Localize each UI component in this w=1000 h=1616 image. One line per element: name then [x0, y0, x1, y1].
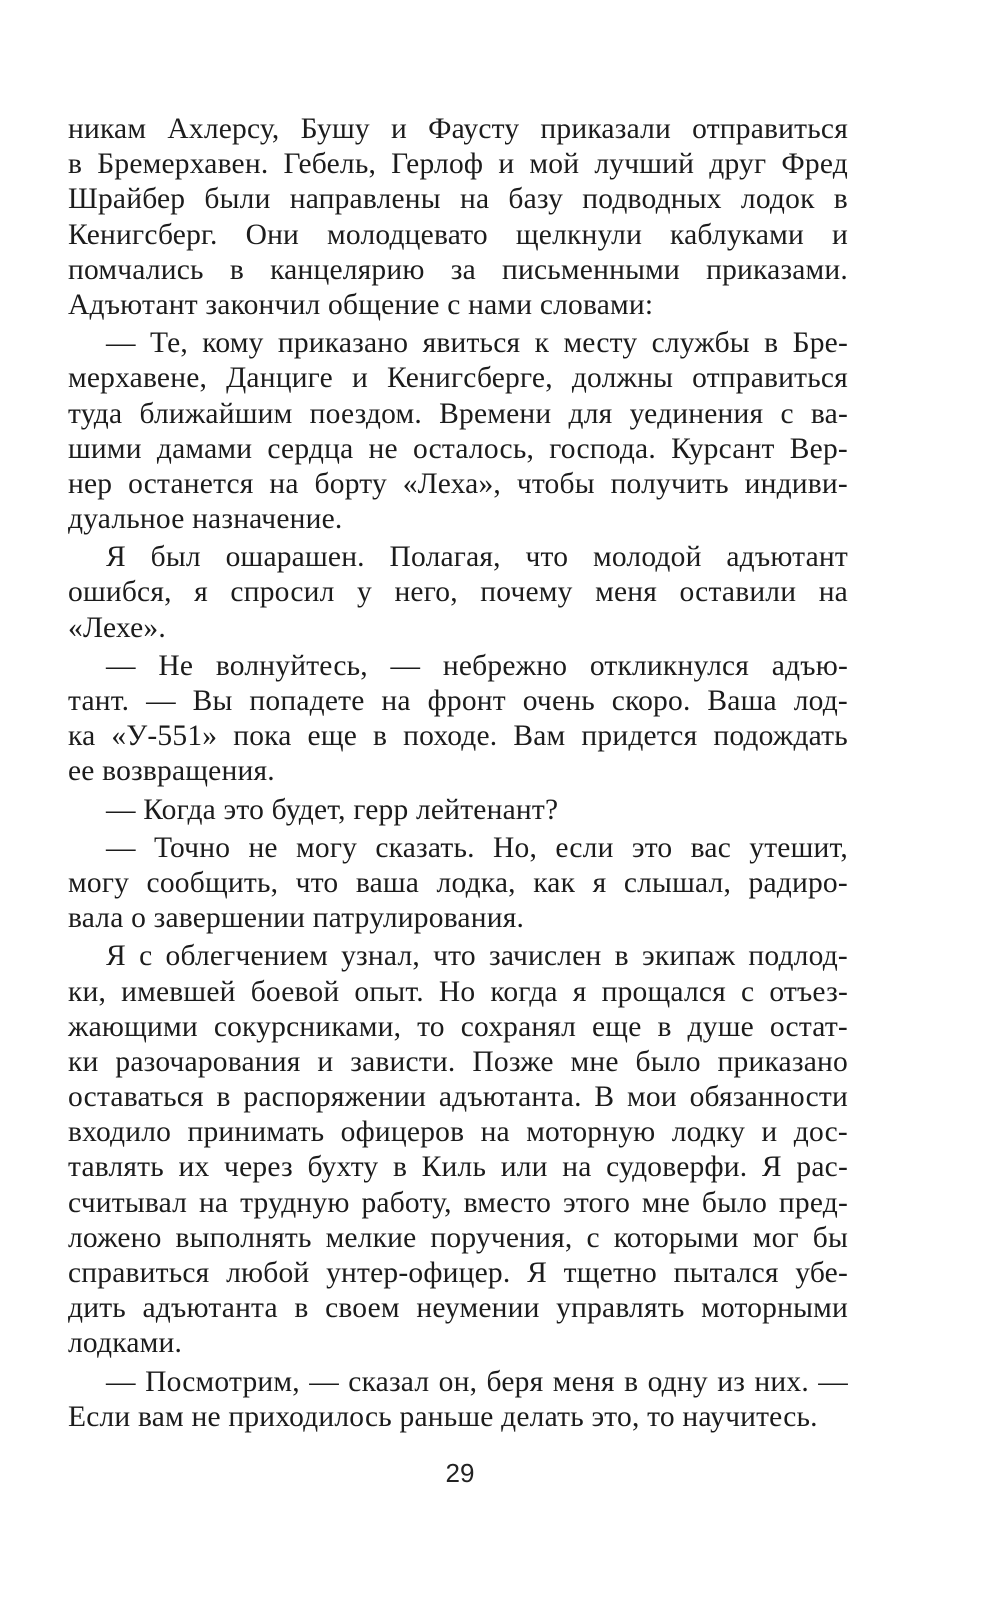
- text-line: справиться любой унтер-офицер. Я тщетно пытался убе-: [68, 1257, 848, 1289]
- paragraph: [68, 112, 848, 323]
- text-line: — Не волнуйтесь, — небрежно откликнулся адъю-: [106, 649, 848, 682]
- paragraph: [68, 939, 848, 1361]
- page-number: 29: [445, 1458, 475, 1488]
- text-line: ошибся, я спросил у него, почему меня оставили на: [68, 576, 848, 609]
- text-line: Я был ошарашен. Полагая, что молодой адъютант: [106, 541, 848, 574]
- paragraph: [68, 649, 848, 790]
- text-line: мерхавене, Данциге и Кенигсберге, должны отправиться: [68, 362, 848, 395]
- text-line: оставаться в распоряжении адъютанта. В мои обязанности: [68, 1081, 848, 1114]
- text-line: входило принимать офицеров на моторную лодку и дос-: [68, 1116, 848, 1149]
- text-line: — Те, кому приказано явиться к месту службы в Бре-: [106, 327, 848, 360]
- text-line: Я с облегчением узнал, что зачислен в экипаж подлод-: [106, 940, 848, 973]
- text-line: вала о завершении патрулирования.: [68, 902, 525, 935]
- text-line: тант. — Вы попадете на фронт очень скоро. Ваша лод-: [68, 685, 848, 717]
- text-line: никам Ахлерсу, Бушу и Фаусту приказали отправиться: [68, 113, 848, 145]
- text-line: — Посмотрим, — сказал он, беря меня в одну из них. —: [106, 1365, 848, 1398]
- text-line: — Точно не могу сказать. Но, если это вас утешит,: [106, 831, 848, 864]
- text-line: дить адъютанта в своем неумении управлять моторными: [68, 1292, 848, 1325]
- text-line: лодками.: [68, 1327, 183, 1360]
- text-line: помчались в канцелярию за письменными приказами.: [68, 253, 848, 286]
- text-line: ки разочарования и зависти. Позже мне было приказано: [68, 1045, 848, 1078]
- text-line: тавлять их через бухту в Киль или на судоверфи. Я рас-: [68, 1151, 848, 1184]
- paragraph: [68, 540, 848, 646]
- text-line: Адъютант закончил общение с нами словами:: [68, 288, 654, 321]
- text-line: жающими сокурсниками, то сохранял еще в душе остат-: [68, 1010, 848, 1043]
- body-text: [68, 112, 848, 1435]
- text-line: Кенигсберг. Они молодцевато щелкнули каблуками и: [68, 218, 848, 251]
- text-line: Если вам не приходилось раньше делать это, то научитесь.: [68, 1400, 818, 1433]
- text-line: шими дамами сердца не осталось, господа. Курсант Вер-: [68, 432, 848, 465]
- paragraph: [68, 1365, 848, 1435]
- text-line: нер останется на борту «Леха», чтобы получить индиви-: [68, 467, 848, 500]
- paragraph: [68, 831, 848, 937]
- text-line: в Бремерхавен. Гебель, Герлоф и мой лучший друг Фред: [68, 148, 848, 181]
- text-line: дуальное назначение.: [68, 503, 343, 536]
- text-line: Шрайбер были направлены на базу подводных лодок в: [68, 183, 848, 216]
- text-line: ка «У-551» пока еще в походе. Вам придется подождать: [68, 720, 848, 753]
- text-line: туда ближайшим поездом. Времени для уединения с ва-: [68, 397, 848, 430]
- text-line: «Лехе».: [68, 611, 166, 644]
- text-line: — Когда это будет, герр лейтенант?: [106, 793, 559, 826]
- text-line: ее возвращения.: [68, 755, 275, 788]
- text-line: считывал на трудную работу, вместо этого мне было пред-: [68, 1186, 848, 1219]
- text-line: ки, имевшей боевой опыт. Но когда я прощался с отъез-: [68, 975, 848, 1008]
- text-line: ложено выполнять мелкие поручения, с которыми мог бы: [68, 1221, 848, 1254]
- text-line: могу сообщить, что ваша лодка, как я слышал, радиро-: [68, 866, 848, 899]
- paragraph: [68, 793, 848, 828]
- paragraph: [68, 326, 848, 537]
